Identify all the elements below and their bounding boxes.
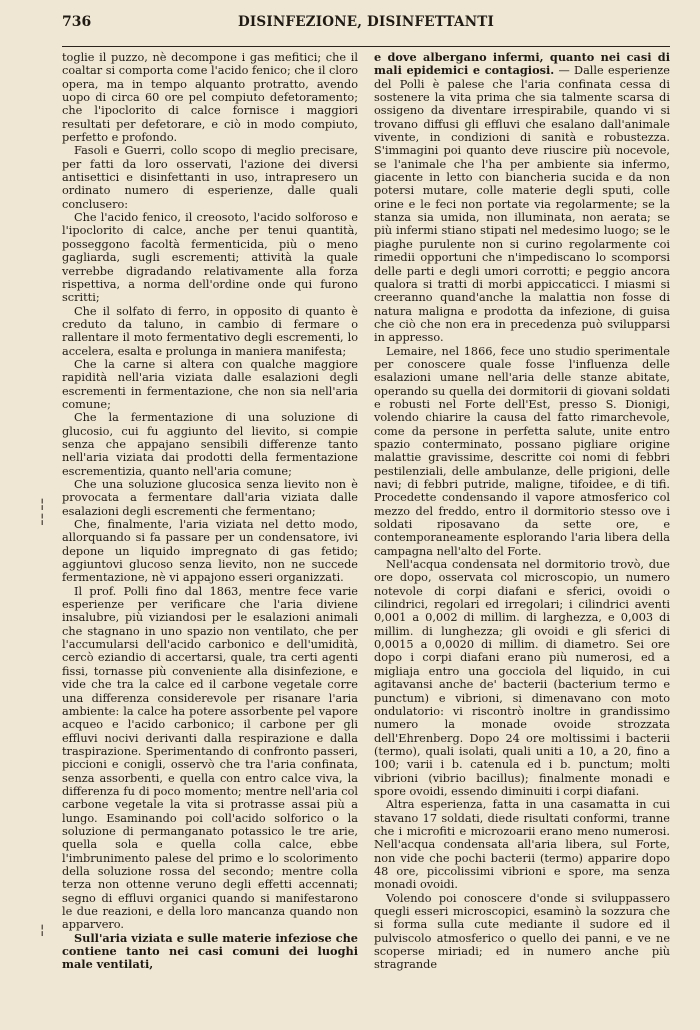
paragraph-text: Che la carne si altera con qualche maggiore rapidità nell'aria viziata dalle esalazioni degli escrementi in fermentazione, che non sia nell'aria comune; [62,357,358,411]
paragraph-text: Fasoli e Guerri, collo scopo di meglio precisare, per fatti da loro osservati, l'azione dei diversi antisettici e disinfettanti in uso, intrapresero un ordinato numero di esperienze, dalle quali conclusero: [62,144,358,211]
paragraph-text: Lemaire, nel 1866, fece uno studio sperimentale per conoscere quale fosse l'influenza delle esalazioni umane nell'aria delle stanze abitate, operando su quella dei dormitorii di giovani soldati e robusti nel Forte dell'Est, presso S. Dionigi, volendo chiarire la causa del fatto rimarchevole, come da persone in perfetta salute, unite entro spazio conterminato, possano pigliare origine malattie gravissime, descritte coi nomi di febbri pestilenziali, delle ambulanze, delle prigioni, delle navi; di febbri putride, maligne, tifoidee, e di tifi. Procedette condensando il vapore atmosferico col mezzo del freddo, entro il dormitorio stesso ove i soldati riposavano da sette ore, e contemporaneamente esplorando l'aria libera della campagna nell'alto del Forte. [374,344,670,558]
paragraph [62,211,358,304]
paragraph-text: Volendo poi conoscere d'onde si sviluppassero quegli esseri microscopici, esaminò la sozzura che si forma sulla cute mediante il sudore ed il pulviscolo atmosferico o quello dei panni, e ve ne scoperse miriadi; ed in numero anche più stragrande [374,891,670,972]
paragraph-text: Che il solfato di ferro, in opposito di quanto è creduto da taluno, in cambio di fermare o rallentare il moto fermentativo degli escrementi, lo accelera, esalta e prolunga in maniera manifesta; [62,304,358,358]
paragraph [62,51,358,144]
paragraph [62,585,358,932]
paragraph-lead: Sull'aria viziata e sulle materie infeziose che contiene tanto nei casi comuni dei luoghi male ventilati, [62,930,358,972]
paragraph [62,518,358,585]
paragraph-text: Altra esperienza, fatta in una casamatta in cui stavano 17 soldati, diede risultati conformi, tranne che i microfiti e microzoarii erano meno numerosi. Nell'acqua condensata all'aria libera, sul Forte, non vide che pochi bacterii (termo) apparire dopo 48 ore, piccolissimi vibrioni e spore, ma senza monadi ovoidi. [374,798,670,892]
paragraph [62,144,358,211]
paragraph [374,51,670,345]
paragraph [62,358,358,411]
margin-mark: ¦ [40,512,45,527]
margin-mark: ¦ [40,923,45,938]
header-rule [62,46,670,47]
paragraph [374,345,670,559]
paragraph-text: Che una soluzione glucosica senza lievito non è provocata a fermentare dall'aria viziata dalle esalazioni degli escrementi che fermentano; [62,478,358,518]
paragraph-text: toglie il puzzo, nè decompone i gas mefitici; che il coaltar si comporta come l'acido fenico; che il cloro opera, ma in tempo alquanto protratto, avendo uopo di circa 60 ore pel compiuto defetoramento; che l'ipoclorito di calce fornisce i maggiori resultati per defetorare, e ciò in modo compiuto, perfetto e profondo. [62,51,358,145]
paragraph-text: Che l'acido fenico, il creosoto, l'acido solforoso e l'ipoclorito di calce, anche per tenui quantità, posseggono facoltà fermenticida, più o meno gagliarda, sugli escrementi; attività la quale verrebbe digradando relativamente alla forza rispettiva, a norma dell'ordine onde qui furono scritti; [62,211,358,305]
text-columns [62,51,670,972]
paragraph-text: Il prof. Polli fino dal 1863, mentre fece varie esperienze per verificare che l'aria diviene insalubre, più viziandosi per le esalazioni animali che stagnano in uno spazio non ventilato, che per l'accumularsi dell'acido carbonico e dell'umidità, cercò eziandio di accertarsi, quale, tra certi agenti fissi, tornasse più conveniente alla disinfezione, e vide che tra la calce ed il carbone vegetale corre una differenza considerevole per risanare l'aria ambiente: la calce ha potere assorbente pel vapore acqueo e l'acido carbonico; il carbone per gli effluvi nocivi derivanti dalla respirazione e dalla traspirazione. Sperimentando di confronto passeri, piccioni e conigli, osservò che tra l'aria confinata, senza assorbenti, e quella con entro calce viva, la differenza fu di poco momento; mentre nell'aria col carbone vegetale la vita si protrasse assai più a lungo. Esaminando poi coll'acido solforico o la soluzione di permanganato potassico le tre arie, quella sola e quella colla calce, ebbe l'imbrunimento palese del primo e lo scolorimento della soluzione rossa del secondo; mentre colla terza non ottenne veruno degli effetti accennati; segno di effluvi organici quando si manifestarono le due reazioni, e della loro mancanza quando non apparvero. [62,584,358,932]
paragraph [374,798,670,891]
paragraph [62,478,358,518]
paragraph-text: Che, finalmente, l'aria viziata nel detto modo, allorquando si fa passare per un condensatore, ivi depone un liquido impregnato di gas fetido; aggiuntovi glucoso senza lievito, non ne succede fermentazione, nè vi appajono esseri organizzati. [62,518,358,585]
paragraph [374,892,670,972]
left-column [62,51,358,972]
paragraph [62,932,358,972]
paragraph-text: Nell'acqua condensata nel dormitorio trovò, due ore dopo, osservata col microscopio, un numero notevole di corpi diafani e sferici, ovoidi o cilindrici, regolari ed irregolari; i cilindrici aventi 0,001 a 0,002 di millim. di larghezza, e 0,003 di millim. di lunghezza; gli ovoidi e gli sferici di 0,0015 a 0,0020 di millim. di diametro. Sei ore dopo i corpi diafani erano più numerosi, ed a migliaja entro una gocciola del liquido, in cui agitavansi anche de' bacterii (bacterium termo e punctum) e vibrioni, si dimenavano con moto ondulatorio: vi riscontrò inoltre in grandissimo numero la monade ovoide strozzata dell'Ehrenberg. Dopo 24 ore moltissimi i bacterii (termo), quali isolati, quali uniti a 10, a 20, fino a 100; varii i b. catenula ed i b. punctum; molti vibrioni (vibrio bacillus); finalmente monadi e spore ovoidi, essendo diminuiti i corpi diafani. [374,558,670,798]
paragraph [374,558,670,798]
paragraph [62,411,358,478]
right-column [374,51,670,972]
paragraph-lead: e dove albergano infermi, quanto nei casi di mali epidemici e contagiosi. [374,50,670,78]
paragraph [62,305,358,358]
paragraph-text: Che la fermentazione di una soluzione di glucosio, cui fu aggiunto del lievito, si compie senza che appajano sensibili differenze tanto nell'aria viziata dai prodotti della fermentazione escrementizia, quanto nell'aria comune; [62,411,358,478]
paragraph-text: — Dalle esperienze del Polli è palese che l'aria confinata cessa di sostenere la vita prima che sia talmente scarsa di ossigeno da diventare irrespirabile, quando vi si trovano diffusi gli effluvi che esalano dall'animale vivente, in condizioni di sanità e robustezza. S'immagini poi quanto deve riuscire più nocevole, se l'animale che l'ha per ambiente sia infermo, giacente in letto con biancheria sucida e da non potersi mutare, colle materie degli sputi, colle orine e le feci non portate via regolarmente; se la stanza sia umida, non illuminata, non aerata; se più infermi stiano stipati nel medesimo luogo; se le piaghe purulente non si curino regolarmente coi rimedii opportuni che n'impediscano lo scomporsi delle parti e degli umori corrotti; e peggio ancora qualora si tratti di morbi appiccaticci. I miasmi si creeranno quand'anche la malattia non fosse di natura maligna e prodotta da infezione, di guisa che ciò che non era in precedenza può svilupparsi in appresso. [374,64,670,345]
page-number: 736 [62,14,92,30]
running-title: DISINFEZIONE, DISINFETTANTI [237,14,494,30]
margin-mark: ¦ [40,497,45,512]
running-head [62,14,670,40]
